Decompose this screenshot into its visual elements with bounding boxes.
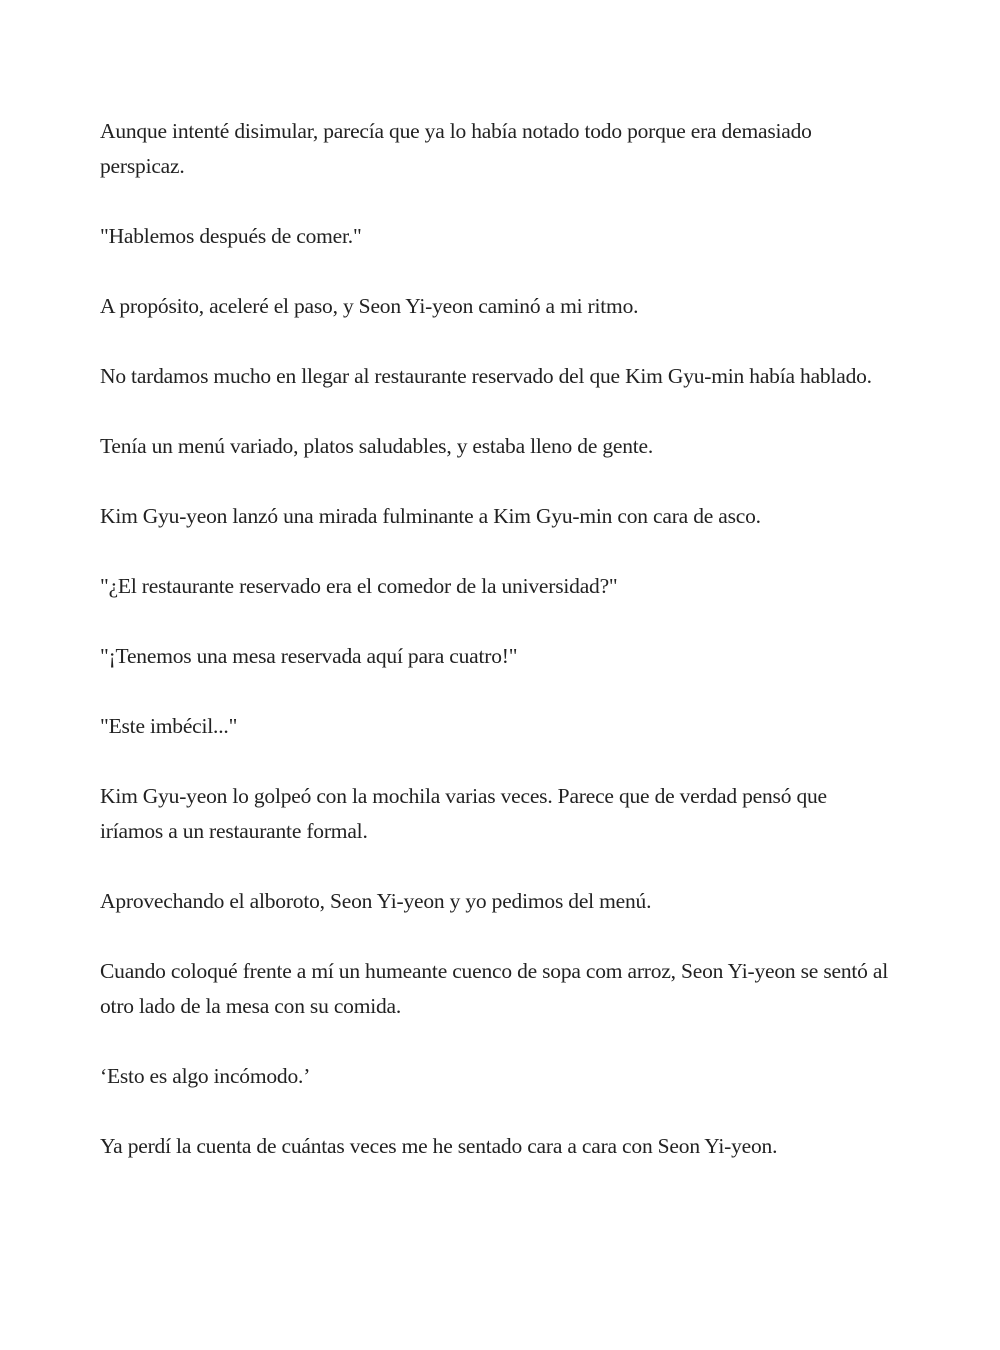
paragraph: Tenía un menú variado, platos saludables, y estaba lleno de gente. <box>100 434 654 458</box>
paragraph: No tardamos mucho en llegar al restaurante reservado del que Kim Gyu-min había hablado. <box>100 364 872 388</box>
document-body <box>100 114 895 1199</box>
paragraph: Ya perdí la cuenta de cuántas veces me he sentado cara a cara con Seon Yi-yeon. <box>100 1134 778 1158</box>
paragraph: Aprovechando el alboroto, Seon Yi-yeon y yo pedimos del menú. <box>100 889 652 913</box>
paragraph: Kim Gyu-yeon lo golpeó con la mochila varias veces. Parece que de verdad pensó que iríamos a un restaurante formal. <box>100 784 827 843</box>
paragraph: Aunque intenté disimular, parecía que ya lo había notado todo porque era demasiado perspicaz. <box>100 119 812 178</box>
paragraph: Kim Gyu-yeon lanzó una mirada fulminante a Kim Gyu-min con cara de asco. <box>100 504 761 528</box>
paragraph: ‘Esto es algo incómodo.’ <box>100 1064 311 1088</box>
paragraph: Cuando coloqué frente a mí un humeante cuenco de sopa com arroz, Seon Yi-yeon se sentó al otro lado de la mesa con su comida. <box>100 959 888 1018</box>
paragraph: "Este imbécil..." <box>100 714 238 738</box>
paragraph: "Hablemos después de comer." <box>100 224 362 248</box>
paragraph: A propósito, aceleré el paso, y Seon Yi-yeon caminó a mi ritmo. <box>100 294 639 318</box>
paragraph: "¿El restaurante reservado era el comedor de la universidad?" <box>100 574 618 598</box>
paragraph: "¡Tenemos una mesa reservada aquí para cuatro!" <box>100 644 518 668</box>
